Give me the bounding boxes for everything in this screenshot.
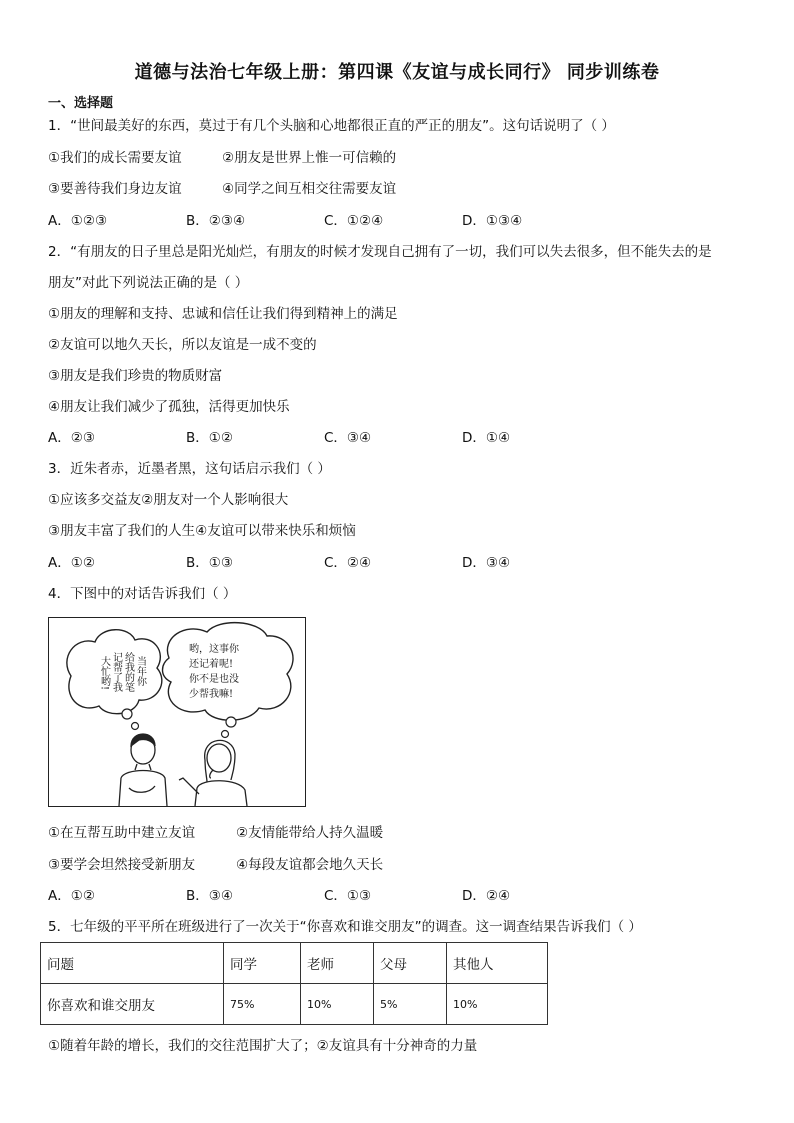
right-bubble-line-4: 少帮我嘛! — [189, 689, 234, 700]
q3-option-b[interactable]: B．①③ — [186, 555, 233, 571]
q1-items-row2 — [48, 179, 748, 199]
q1-option-d[interactable]: D．①③④ — [462, 213, 523, 229]
left-bubble-col-4: 大忙哟! — [98, 656, 110, 691]
q2-options — [48, 428, 748, 448]
q3-options — [48, 553, 748, 573]
q3-option-c[interactable]: C．②④ — [324, 555, 372, 571]
q1-options — [48, 211, 748, 231]
q2-option-a[interactable]: A．②③ — [48, 430, 95, 446]
page-title: 道德与法治七年级上册：第四课《友谊与成长同行》 同步训练卷 — [134, 62, 660, 83]
q2-option-d[interactable]: D．①④ — [462, 430, 511, 446]
q2-item-3: ③朋友是我们珍贵的物质财富 — [48, 368, 223, 384]
q1-stem: 1．“世间最美好的东西，莫过于有几个头脑和心地都很正直的严正的朋友”。这句话说明了（ ） — [48, 118, 615, 134]
q4-option-c[interactable]: C．①③ — [324, 888, 372, 904]
right-bubble-line-2: 还记着呢! — [189, 659, 234, 670]
table-cell: 你喜欢和谁交朋友 — [41, 984, 224, 1025]
table-cell: 5% — [374, 984, 447, 1025]
q1-option-b[interactable]: B．②③④ — [186, 213, 246, 229]
table-header-cell: 问题 — [41, 943, 224, 984]
q2-option-c[interactable]: C．③④ — [324, 430, 372, 446]
q3-option-a[interactable]: A．①② — [48, 555, 95, 571]
table-header-row — [41, 943, 548, 984]
table-cell: 10% — [447, 984, 548, 1025]
q4-item-1: ①在互帮互助中建立友谊 — [48, 825, 196, 841]
q3-option-d[interactable]: D．③④ — [462, 555, 511, 571]
table-header-cell: 父母 — [374, 943, 447, 984]
right-bubble-line-3: 你不是也没 — [189, 674, 239, 685]
q5-items: ①随着年龄的增长，我们的交往范围扩大了；②友谊具有十分神奇的力量 — [48, 1038, 478, 1054]
right-girl-figure — [179, 740, 247, 806]
q4-item-4: ④每段友谊都会地久天长 — [236, 857, 384, 873]
q2-option-b[interactable]: B．①② — [186, 430, 233, 446]
q4-items-row1 — [48, 823, 748, 843]
q2-stem-line1: 2．“有朋友的日子里总是阳光灿烂，有朋友的时候才发现自己拥有了一切，我们可以失去很多，但不能失去的是 — [48, 244, 712, 260]
comic-drawing — [49, 618, 305, 806]
table-header-cell: 老师 — [301, 943, 374, 984]
q4-item-3: ③要学会坦然接受新朋友 — [48, 857, 196, 873]
q2-item-2: ②友谊可以地久天长，所以友谊是一成不变的 — [48, 337, 317, 353]
q1-items-row1 — [48, 148, 748, 168]
q1-option-c[interactable]: C．①②④ — [324, 213, 384, 229]
q1-option-a[interactable]: A．①②③ — [48, 213, 108, 229]
q4-options — [48, 886, 748, 906]
q3-stem: 3．近朱者赤，近墨者黑，这句话启示我们（ ） — [48, 461, 331, 477]
section-heading: 一、选择题 — [48, 96, 114, 111]
q4-stem: 4．下图中的对话告诉我们（ ） — [48, 586, 237, 602]
table-cell: 10% — [301, 984, 374, 1025]
right-speech-bubble — [163, 623, 294, 721]
survey-table — [40, 942, 548, 1025]
left-bubble-col-3: 记帮了我 — [110, 652, 122, 692]
table-row — [41, 984, 548, 1025]
q3-items-row1: ①应该多交益友②朋友对一个人影响很大 — [48, 492, 289, 508]
q1-item-1: ①我们的成长需要友谊 — [48, 150, 182, 166]
q4-item-2: ②友情能带给人持久温暖 — [236, 825, 384, 841]
right-bubble-line-1: 哟，这事你 — [189, 644, 239, 655]
q1-item-2: ②朋友是世界上惟一可信赖的 — [222, 150, 397, 166]
q1-item-3: ③要善待我们身边友谊 — [48, 181, 182, 197]
q4-option-b[interactable]: B．③④ — [186, 888, 233, 904]
q2-stem-line2: 朋友”对此下列说法正确的是（ ） — [48, 275, 249, 291]
table-header-cell: 其他人 — [447, 943, 548, 984]
left-girl-figure — [119, 734, 167, 806]
q5-stem: 5．七年级的平平所在班级进行了一次关于“你喜欢和谁交朋友”的调查。这一调查结果告诉我们（ ） — [48, 919, 642, 935]
q4-option-a[interactable]: A．①② — [48, 888, 95, 904]
q3-items-row2: ③朋友丰富了我们的人生④友谊可以带来快乐和烦恼 — [48, 523, 356, 539]
table-header-cell: 同学 — [224, 943, 301, 984]
table-cell: 75% — [224, 984, 301, 1025]
q2-item-4: ④朋友让我们减少了孤独，活得更加快乐 — [48, 399, 290, 415]
q2-item-1: ①朋友的理解和支持、忠诚和信任让我们得到精神上的满足 — [48, 306, 398, 322]
left-bubble-col-1: 当年你 — [134, 656, 146, 686]
q4-items-row2 — [48, 855, 748, 875]
left-bubble-col-2: 给我的笔 — [122, 652, 134, 692]
q4-option-d[interactable]: D．②④ — [462, 888, 511, 904]
q1-item-4: ④同学之间互相交往需要友谊 — [222, 181, 397, 197]
comic-illustration — [48, 617, 306, 807]
